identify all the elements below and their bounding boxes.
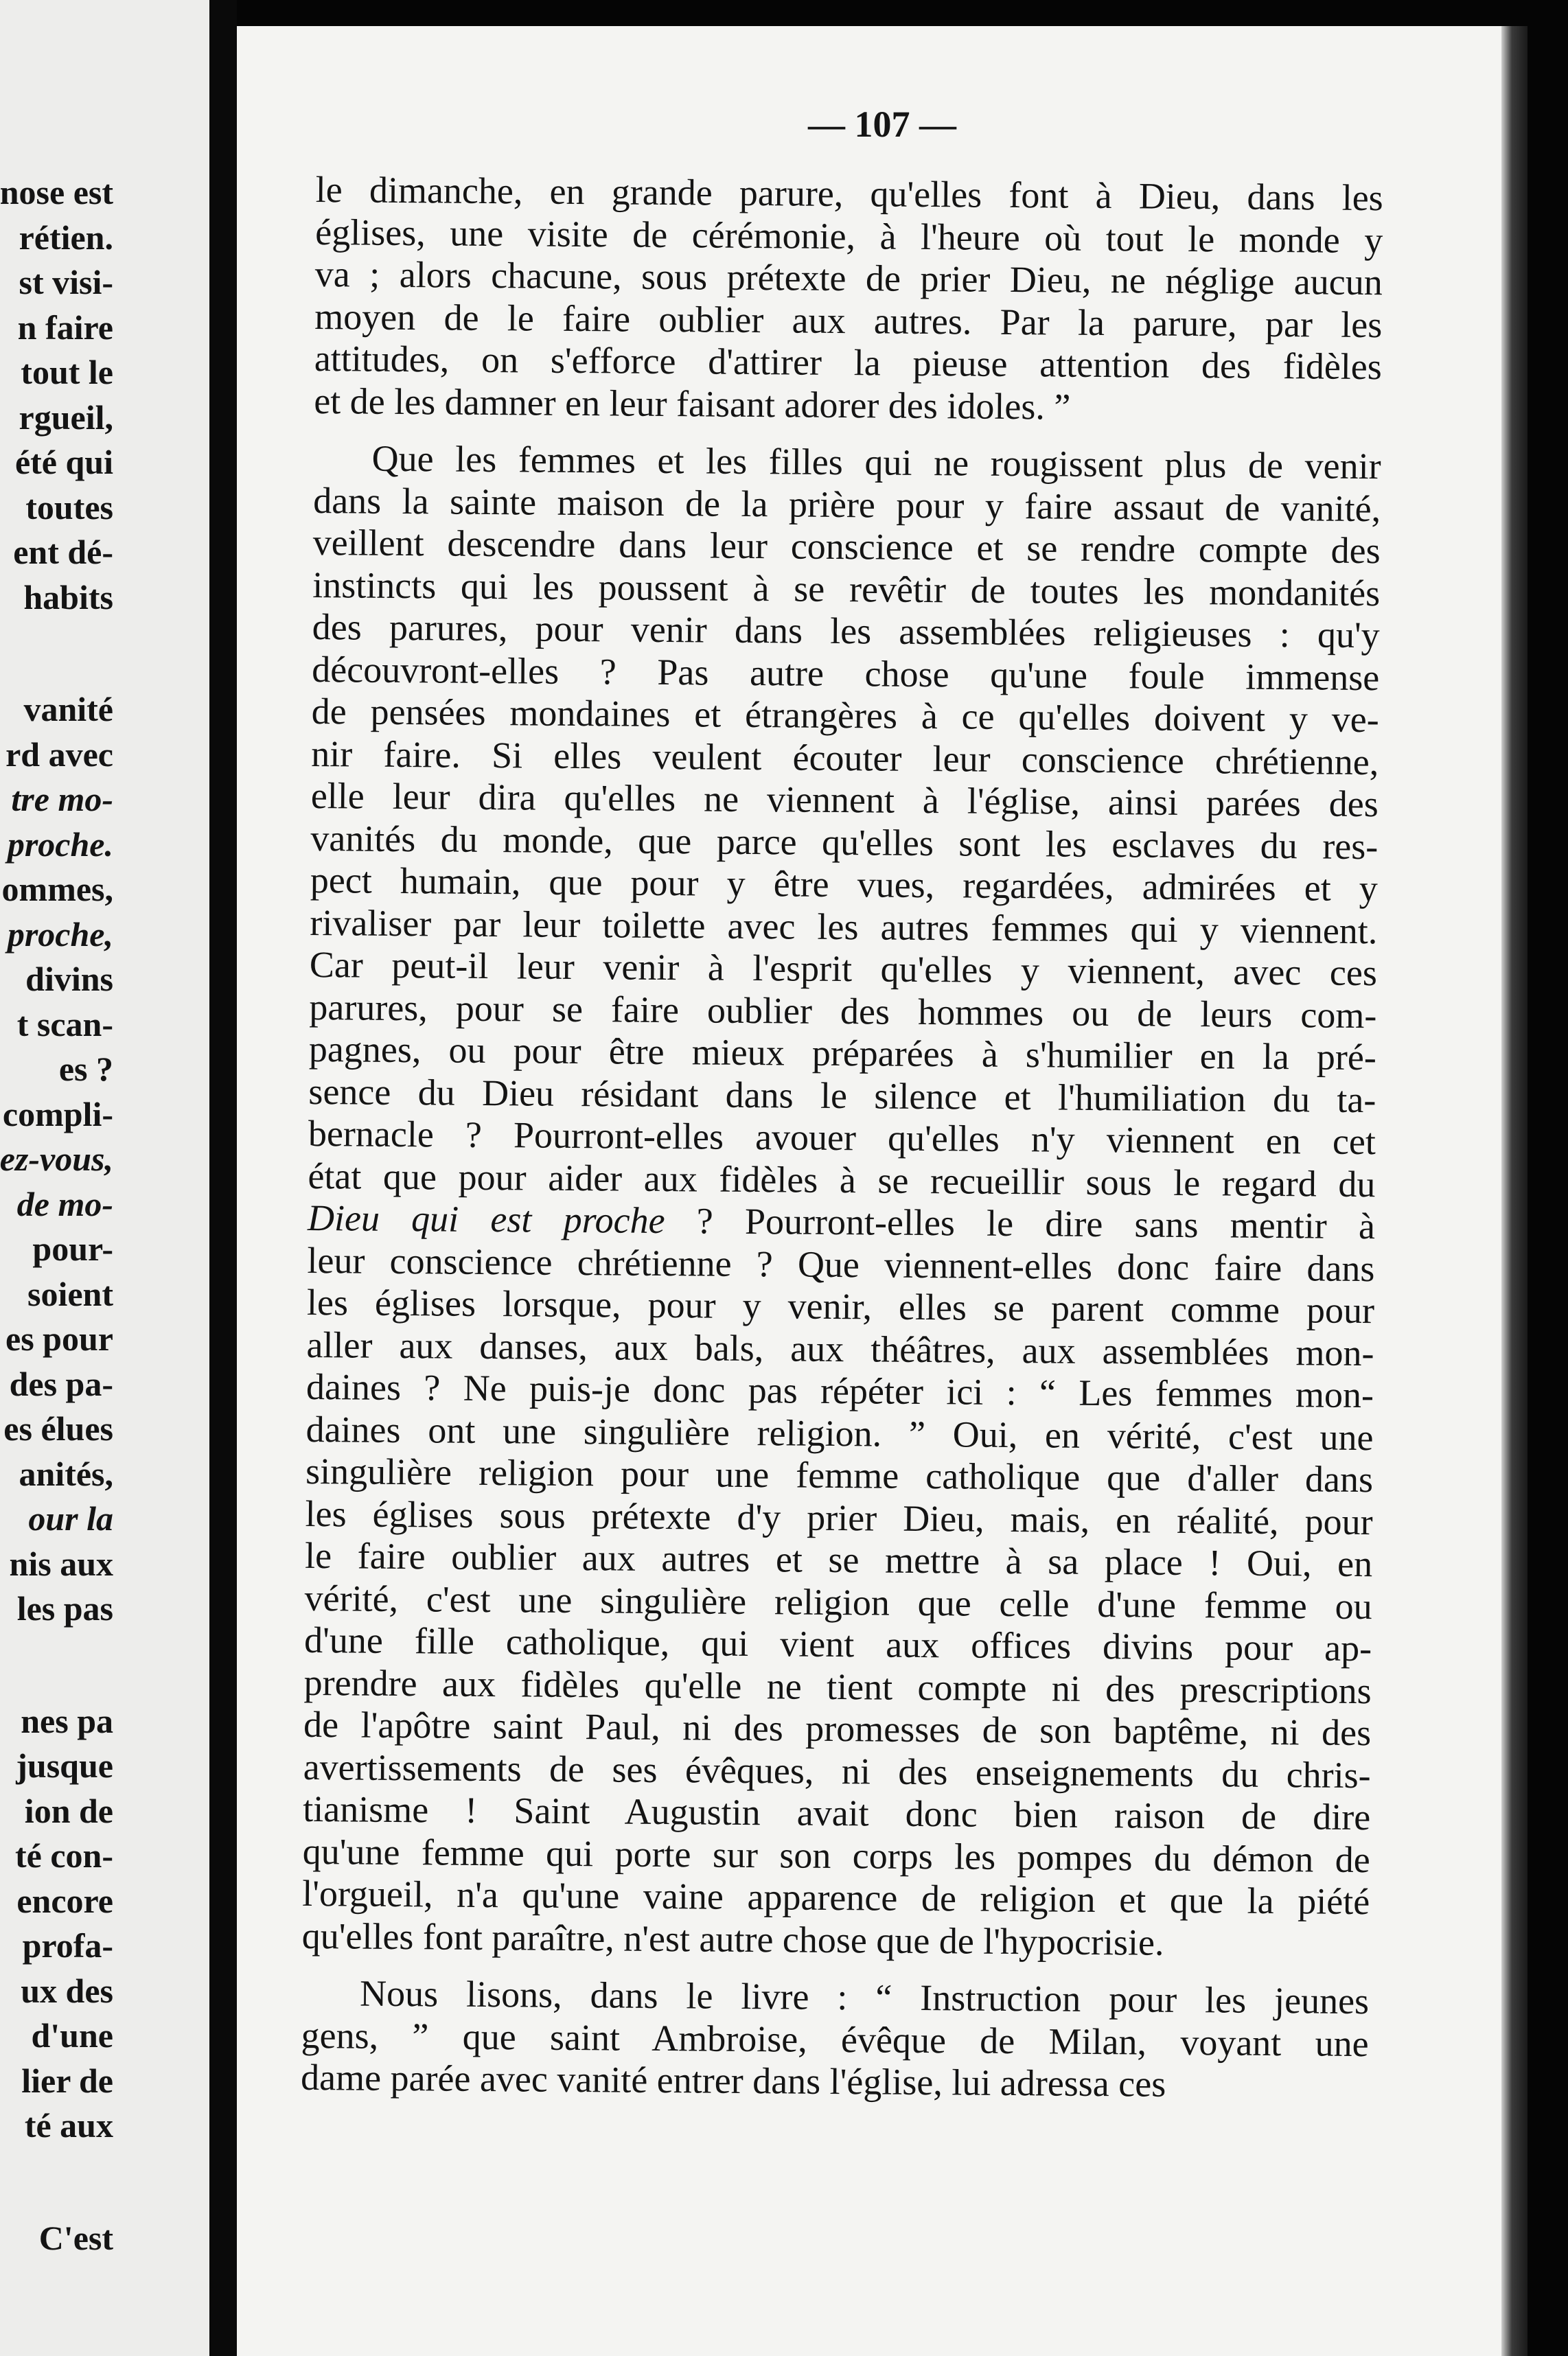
- left-page-line: lier de: [21, 2061, 113, 2100]
- body-text: [301, 169, 1383, 2107]
- left-page-line: C'est: [38, 2218, 113, 2257]
- text-line: de pensées mondaines et étrangères à ce qu'elles doivent y ve-: [311, 690, 1379, 741]
- left-page-line: nis aux: [9, 1544, 113, 1583]
- text-line: daines ? Ne puis-je donc pas répéter ici : “ Les femmes mon-: [305, 1365, 1374, 1416]
- text-line: instincts qui les poussent à se revêtir de toutes les mondanités: [312, 564, 1381, 614]
- text-line: le dimanche, en grande parure, qu'elles font à Dieu, dans les: [315, 169, 1383, 219]
- left-page-line: tout le: [21, 353, 113, 391]
- text-line: le faire oublier aux autres et se mettre à sa place ! Oui, en: [304, 1534, 1373, 1585]
- left-page-line: ent dé-: [13, 533, 113, 571]
- left-page-line: profa-: [22, 1926, 113, 1965]
- left-page-line: compli-: [2, 1094, 113, 1133]
- text-line: daines ont une singulière religion. ” Oui, en vérité, c'est une: [305, 1408, 1374, 1458]
- left-page-line: soient: [27, 1274, 113, 1313]
- left-page-line: st visi-: [19, 263, 113, 301]
- left-page-line: t scan-: [16, 1004, 113, 1043]
- text-line: Car peut-il leur venir à l'esprit qu'elles y viennent, avec ces: [309, 943, 1378, 994]
- left-page-line: ion de: [24, 1791, 113, 1830]
- left-page-line: ux des: [21, 1971, 113, 2010]
- left-page-line: proche.: [7, 824, 113, 864]
- text-line: Dieu qui est proche ? Pourront-elles le dire sans mentir à: [307, 1197, 1376, 1247]
- left-page-line: ommes,: [1, 870, 113, 908]
- left-page-line: d'une: [31, 2016, 113, 2055]
- left-page-line: nose est: [0, 173, 113, 211]
- text-line: d'une fille catholique, qui vient aux offices divins pour ap-: [303, 1619, 1372, 1670]
- left-page-line: habits: [23, 577, 113, 616]
- left-page-line: été qui: [14, 443, 113, 481]
- left-page-line: vanité: [23, 690, 113, 728]
- text-line: qu'elles font paraître, n'est autre chose que de l'hypocrisie.: [301, 1915, 1164, 1963]
- left-page-line: nes pa: [21, 1701, 113, 1740]
- left-facing-page: [0, 0, 209, 2356]
- paragraph: [302, 437, 1381, 1965]
- left-page-line: [0, 620, 113, 687]
- text-line: elle leur dira qu'elles ne viennent à l'église, ainsi parées des: [310, 774, 1379, 825]
- left-page-line: [0, 1632, 113, 1699]
- text-line: pect humain, que pour y être vues, regardées, admirées et y: [310, 859, 1379, 910]
- text-line: bernacle ? Pourront-elles avouer qu'elles n'y viennent en cet: [308, 1112, 1376, 1163]
- text-line: Nous lisons, dans le livre : “ Instruction pour les jeunes: [359, 1972, 1370, 2022]
- text-line: qu'une femme qui porte sur son corps les pompes du démon de: [302, 1830, 1370, 1880]
- left-page-line: encore: [16, 1881, 113, 1920]
- left-page-line: té con-: [15, 1836, 113, 1875]
- left-page-line: de mo-: [16, 1184, 113, 1223]
- text-line: l'orgueil, n'a qu'une vaine apparence de religion et que la piété: [302, 1872, 1370, 1923]
- left-page-line: es ?: [58, 1050, 113, 1088]
- text-line: état que pour aider aux fidèles à se recueillir sous le regard du: [308, 1155, 1376, 1205]
- text-line: attitudes, on s'efforce d'attirer la pieuse attention des fidèles: [314, 337, 1383, 388]
- text-line: dame parée avec vanité entrer dans l'église, lui adressa ces: [300, 2056, 1166, 2105]
- text-line: leur conscience chrétienne ? Que viennent-elles donc faire dans: [307, 1239, 1375, 1289]
- italic-phrase: Dieu qui est proche: [307, 1197, 665, 1242]
- left-page-line: toutes: [25, 487, 113, 527]
- text-line: parures, pour se faire oublier des hommes ou de leurs com-: [309, 986, 1377, 1036]
- text-line: prendre aux fidèles qu'elle ne tient compte ni des prescriptions: [303, 1661, 1372, 1711]
- left-page-line: divins: [25, 960, 113, 998]
- text-line: rivaliser par leur toilette avec les autres femmes qui y viennent.: [310, 901, 1378, 951]
- book-gutter: [209, 0, 237, 2356]
- text-line: les églises sous prétexte d'y prier Dieu, mais, en réalité, pour: [305, 1492, 1373, 1543]
- left-page-line: des pa-: [9, 1364, 113, 1403]
- text-line: et de les damner en leur faisant adorer des idoles. ”: [314, 380, 1071, 428]
- left-page-line: pour-: [32, 1229, 113, 1268]
- text-line: veillent descendre dans leur conscience et se rendre compte des: [312, 521, 1381, 572]
- page-number: — 107 —: [808, 104, 956, 145]
- left-page-line: jusque: [16, 1746, 113, 1785]
- page-edge: [1501, 26, 1527, 2356]
- left-page-text-fragments: [0, 170, 113, 2261]
- left-page-line: es élues: [3, 1409, 113, 1448]
- text-line: dans la sainte maison de la prière pour y faire assaut de vanité,: [312, 479, 1381, 529]
- left-page-line: rétien.: [19, 218, 113, 257]
- text-line: gens, ” que saint Ambroise, évêque de Milan, voyant une: [301, 2014, 1369, 2064]
- left-page-line: les pas: [16, 1589, 113, 1628]
- left-page-line: proche,: [7, 914, 113, 954]
- left-page-line: rd avec: [5, 735, 113, 774]
- left-page-line: tre mo-: [11, 780, 113, 818]
- text-line: les églises lorsque, pour y venir, elles se parent comme pour: [306, 1281, 1375, 1332]
- right-page: [237, 26, 1527, 2356]
- paragraph: [301, 1972, 1369, 2107]
- text-line: va ; alors chacune, sous prétexte de prier Dieu, ne néglige aucun: [314, 253, 1383, 303]
- text-line: moyen de le faire oublier aux autres. Par la parure, par les: [314, 295, 1383, 345]
- left-page-line: n faire: [17, 308, 113, 347]
- text-line: vanités du monde, que parce qu'elles sont les esclaves du res-: [310, 817, 1379, 867]
- left-page-line: rgueil,: [19, 397, 113, 437]
- text-line: aller aux danses, aux bals, aux théâtres, aux assemblées mon-: [306, 1324, 1374, 1374]
- paragraph: [314, 169, 1383, 430]
- text-line: nir faire. Si elles veulent écouter leur conscience chrétienne,: [311, 732, 1379, 783]
- left-page-line: [0, 2149, 113, 2216]
- text-line: pagnes, ou pour être mieux préparées à s'humilier en la pré-: [308, 1028, 1377, 1078]
- text-line: tianisme ! Saint Augustin avait donc bien raison de dire: [303, 1788, 1371, 1838]
- left-page-line: té aux: [24, 2106, 113, 2145]
- text-line: de l'apôtre saint Paul, ni des promesses de son baptême, ni des: [303, 1703, 1372, 1754]
- text-line: vérité, c'est une singulière religion que celle d'une femme ou: [304, 1577, 1372, 1627]
- text-line: des parures, pour venir dans les assemblées religieuses : qu'y: [312, 605, 1380, 656]
- text-line: sence du Dieu résidant dans le silence et l'humiliation du ta-: [308, 1070, 1376, 1120]
- text-line: Que les femmes et les filles qui ne rougissent plus de venir: [371, 437, 1381, 487]
- text-line: avertissements de ses évêques, ni des enseignements du chris-: [303, 1746, 1371, 1796]
- text-line: églises, une visite de cérémonie, à l'heure où tout le monde y: [315, 211, 1383, 261]
- left-page-line: anités,: [19, 1454, 113, 1493]
- left-page-line: es pour: [5, 1319, 113, 1358]
- text-line: singulière religion pour une femme catholique que d'aller dans: [305, 1450, 1374, 1501]
- left-page-line: ez-vous,: [0, 1140, 113, 1178]
- left-page-line: our la: [28, 1499, 113, 1538]
- text-line: découvront-elles ? Pas autre chose qu'une foule immense: [312, 648, 1380, 698]
